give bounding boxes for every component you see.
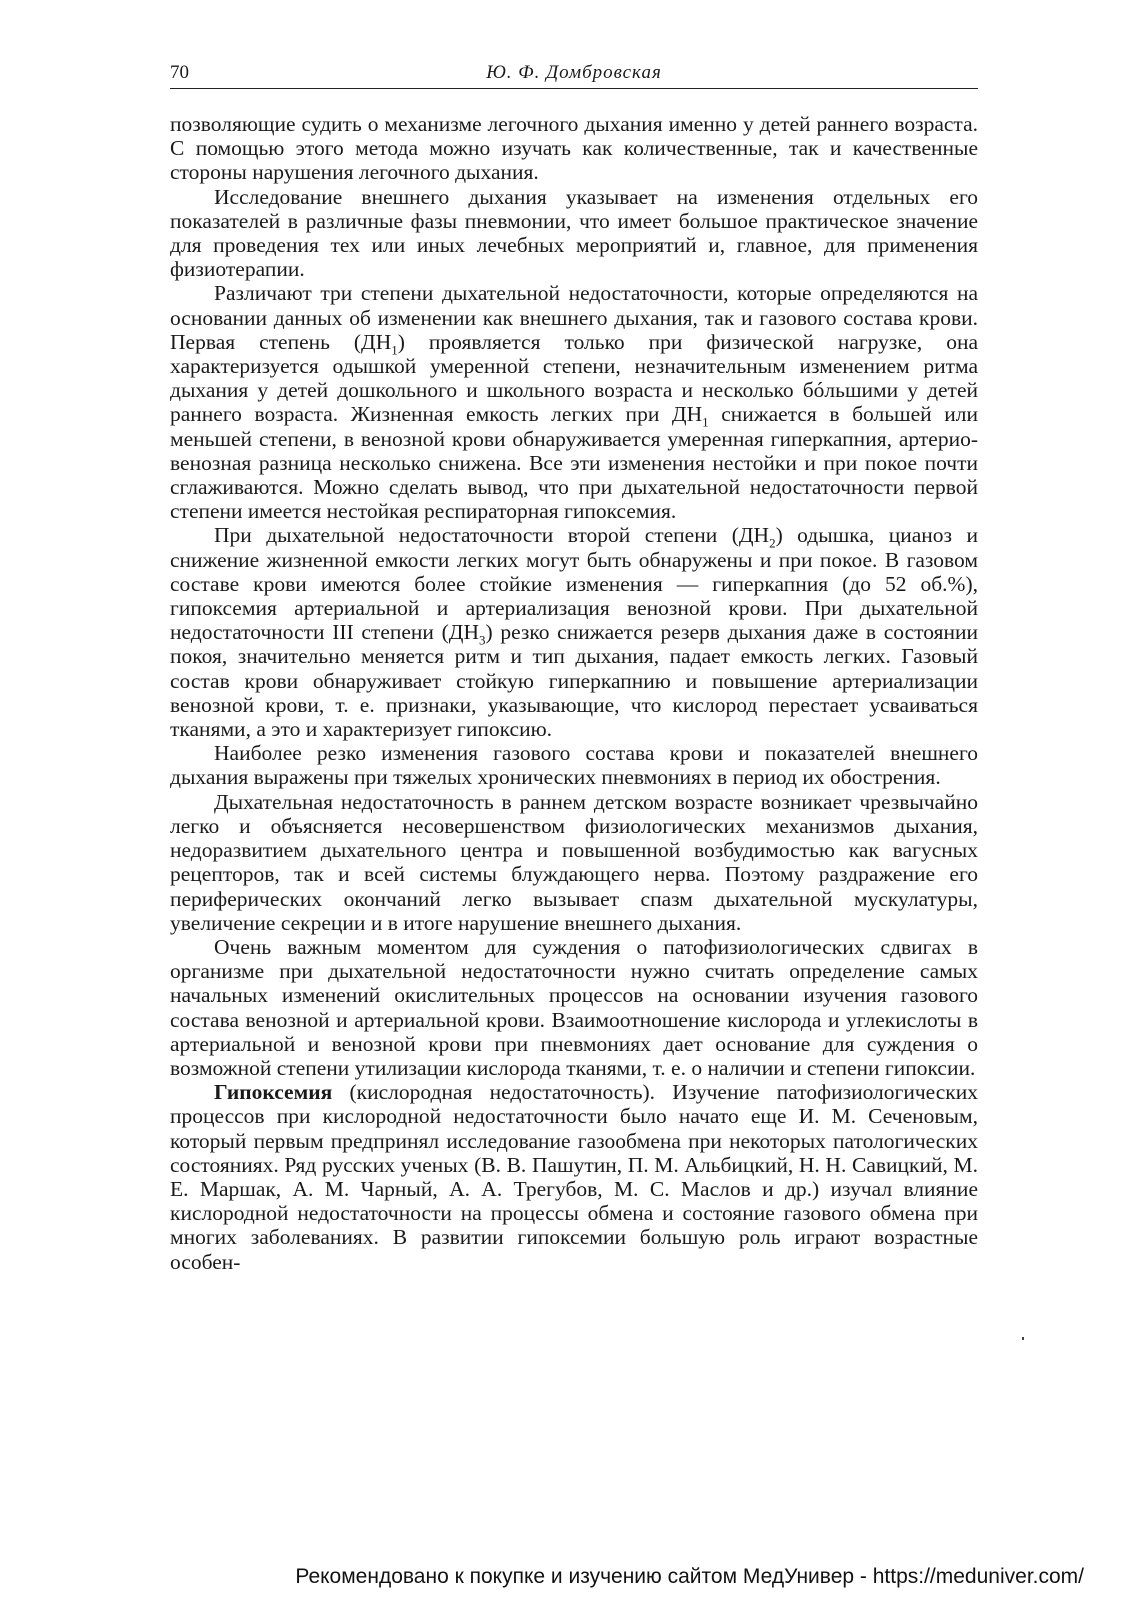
subscript: 2 [769,535,776,551]
paragraph-text: Исследование внешнего дыхания указывает на изменения отдельных его показателей в различные фазы пневмонии, что имеет большое практическое значение для проведения тех или иных лечебных мероприятий и, главное, для применения физиотерапии. [170,184,978,282]
paragraph-text: позволяющие судить о механизме легочного дыхания именно у детей раннего возраста. С помощью этого метода можно изучать как количественные, так и качественные стороны нарушения легочного дыхания. [170,112,978,185]
paragraph-pathophysiology [170,935,978,1080]
paragraph-text: Очень важным моментом для суждения о патофизиологических сдвигах в организме при дыхательной недостаточности нужно считать определение самых начальных изменений окислительных процессов на основании изучения газового состава венозной и артериальной крови. Взаимоотношение кислорода и углекислоты в артериальной и венозной крови при пневмониях дает основание для суждения о возможной степени утилизации кислорода тканями, т. е. о наличии и степени гипоксии. [170,934,978,1080]
paragraph-text: (кислородная недостаточность). Изучение патофизиологических процессов при кислородной недостаточности было начато еще И. М. Сеченовым, который первым предпринял исследование газообмена при некоторых патологических состояниях. Ряд русских ученых (В. В. Пашутин, П. М. Альбицкий, Н. Н. Савицкий, М. Е. Маршак, А. М. Чарный, А. А. Трегубов, М. С. Маслов и др.) изучал влияние кислородной недостаточности на процессы обмена и состояние газового обмена при многих заболеваниях. В развитии гипоксемии большую роль играют возрастные особен- [170,1080,978,1274]
footer-watermark: Рекомендовано к покупке и изучению сайтом МедУнивер - https://meduniver.com/ [295,1565,1084,1588]
paragraph-hypoxemia [170,1080,978,1274]
paragraph-early-childhood [170,790,978,935]
running-title: Ю. Ф. Домбровская [486,62,662,83]
paragraph-text: Различают три степени дыхательной недостаточности, которые определяются на основании данных об изменении как внешнего дыхания, так и газового состава крови. Первая степень (ДН [170,281,978,354]
subscript: 1 [702,414,709,430]
paragraph-text: ) одышка, цианоз и снижение жизненной емкости легких могут быть обнаружены и при покое. В газовом составе крови имеются более стойкие изменения — гиперкапния (до 52 об.%), гипоксемия артериальной и артериализация венозной крови. При дыхательной недостаточности III степени (ДН [170,523,979,645]
page-number: 70 [170,62,189,83]
paragraph-external-respiration [170,185,978,282]
paragraph-text: ) резко снижается резерв дыхания даже в состоянии покоя, значительно меняется ритм и тип дыхания, падает емкость легких. Газовый состав крови обнаруживает стойкую гиперкапнию и повышение артериализации венозной крови, т. е. признаки, указывающие, что кислород перестает усваиваться тканями, а это и характеризует гипоксию. [170,620,978,742]
page-header [170,58,978,89]
paragraph-chronic-pneumonia [170,741,978,789]
paragraph-text: снижается в большей или меньшей степени, в венозной крови обнаруживается умеренная гиперкапния, артерио-венозная разница несколько снижена. Все эти изменения нестойки и при покое почти сглаживаются. Можно сделать вывод, что при дыхательной недостаточности первой степени имеется нестойкая респираторная гипоксемия. [170,402,978,524]
subscript: 1 [391,342,398,358]
paragraph-first-degree [170,281,978,523]
scan-speck [1022,1337,1024,1340]
paragraph-heading: Гипоксемия [214,1080,333,1105]
subscript: 3 [478,632,486,648]
paragraph-text: При дыхательной недостаточности второй степени (ДН [214,523,770,548]
paragraph-text: Дыхательная недостаточность в раннем детском возрасте возникает чрезвычайно легко и объясняется несовершенством физиологических механизмов дыхания, недоразвитием дыхательного центра и повышенной возбудимостью как вагусных рецепторов, так и всей системы блуждающего нерва. Поэтому раздражение его периферических окончаний легко вызывает спазм дыхательной мускулатуры, увеличение секреции и в итоге нарушение внешнего дыхания. [170,789,978,935]
paragraph-continuation [170,112,978,185]
page-body [170,112,978,1274]
paragraph-text: ) проявляется только при физической нагрузке, она характеризуется одышкой умеренной степени, незначительным изменением ритма дыхания у детей дошкольного и школьного возраста и несколько бóльшими у детей раннего возраста. Жизненная емкость легких при ДН [170,329,978,427]
paragraph-second-third-degree [170,523,978,741]
paragraph-text: Наиболее резко изменения газового состава крови и показателей внешнего дыхания выражены при тяжелых хронических пневмониях в период их обострения. [170,741,978,790]
